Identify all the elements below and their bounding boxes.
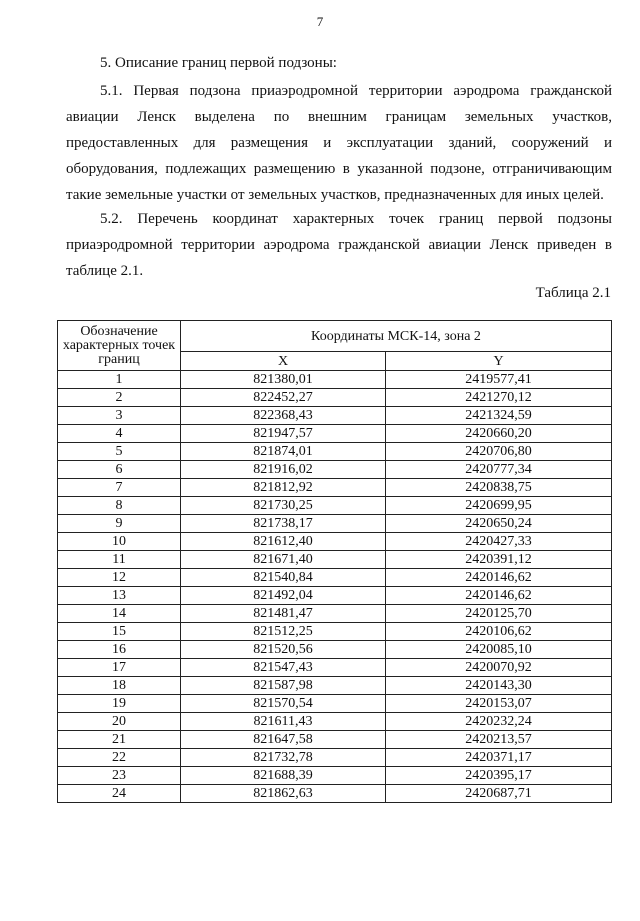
y-coordinate-cell: 2420106,62 (386, 623, 612, 641)
x-coordinate-cell: 821492,04 (181, 587, 386, 605)
table-row (58, 533, 612, 551)
point-number-cell: 22 (58, 749, 181, 767)
table-row (58, 515, 612, 533)
point-number-cell: 19 (58, 695, 181, 713)
x-coordinate-cell: 822368,43 (181, 407, 386, 425)
table-row (58, 551, 612, 569)
y-coordinate-cell: 2419577,41 (386, 371, 612, 389)
y-column-header: Y (386, 352, 612, 371)
table-row (58, 497, 612, 515)
table-row (58, 677, 612, 695)
paragraph-5-2: 5.2. Перечень координат характерных точек границ первой подзоны приаэродромной территории аэродрома гражданской авиации Ленск приведен в таблице 2.1. (66, 211, 612, 279)
x-coordinate-cell: 821481,47 (181, 605, 386, 623)
point-number-cell: 6 (58, 461, 181, 479)
y-coordinate-cell: 2420395,17 (386, 767, 612, 785)
y-coordinate-cell: 2420687,71 (386, 785, 612, 803)
point-number-cell: 3 (58, 407, 181, 425)
table-row (58, 623, 612, 641)
y-coordinate-cell: 2420706,80 (386, 443, 612, 461)
x-coordinate-cell: 821520,56 (181, 641, 386, 659)
y-coordinate-cell: 2420125,70 (386, 605, 612, 623)
x-coordinate-cell: 821738,17 (181, 515, 386, 533)
y-coordinate-cell: 2420427,33 (386, 533, 612, 551)
x-coordinate-cell: 821570,54 (181, 695, 386, 713)
x-coordinate-cell: 821547,43 (181, 659, 386, 677)
table-row (58, 695, 612, 713)
coordinates-table (57, 320, 612, 803)
x-coordinate-cell: 821947,57 (181, 425, 386, 443)
point-number-cell: 17 (58, 659, 181, 677)
page-number: 7 (316, 14, 324, 29)
point-number-cell: 15 (58, 623, 181, 641)
point-number-cell: 9 (58, 515, 181, 533)
table-row (58, 731, 612, 749)
point-number-cell: 21 (58, 731, 181, 749)
point-number-cell: 13 (58, 587, 181, 605)
x-coordinate-cell: 821671,40 (181, 551, 386, 569)
table-row (58, 605, 612, 623)
y-coordinate-cell: 2420699,95 (386, 497, 612, 515)
point-number-cell: 1 (58, 371, 181, 389)
y-coordinate-cell: 2420143,30 (386, 677, 612, 695)
y-coordinate-cell: 2420085,10 (386, 641, 612, 659)
y-coordinate-cell: 2420838,75 (386, 479, 612, 497)
table-row (58, 389, 612, 407)
table-row (58, 587, 612, 605)
point-number-cell: 11 (58, 551, 181, 569)
point-number-cell: 2 (58, 389, 181, 407)
point-number-cell: 7 (58, 479, 181, 497)
table-row (58, 767, 612, 785)
table-row (58, 461, 612, 479)
x-coordinate-cell: 821512,25 (181, 623, 386, 641)
x-coordinate-cell: 821647,58 (181, 731, 386, 749)
point-number-cell: 18 (58, 677, 181, 695)
table-row (58, 479, 612, 497)
table-row (58, 371, 612, 389)
x-coordinate-cell: 821611,43 (181, 713, 386, 731)
table-row (58, 659, 612, 677)
x-column-header: X (181, 352, 386, 371)
y-coordinate-cell: 2420146,62 (386, 587, 612, 605)
table-row (58, 749, 612, 767)
y-coordinate-cell: 2420391,12 (386, 551, 612, 569)
table-caption: Таблица 2.1 (535, 285, 611, 301)
y-coordinate-cell: 2420232,24 (386, 713, 612, 731)
y-coordinate-cell: 2420146,62 (386, 569, 612, 587)
point-number-cell: 23 (58, 767, 181, 785)
x-coordinate-cell: 822452,27 (181, 389, 386, 407)
point-number-cell: 4 (58, 425, 181, 443)
paragraph-5-1: 5.1. Первая подзона приаэродромной территории аэродрома гражданской авиации Ленск выделена по внешним границам земельных участков, предоставленных для размещения и эксплуатации зданий, сооружений и оборудования, подлежащих размещению в указанной подзоне, отграничивающим такие земельные участки от земельных участков, предназначенных для иных целей. (66, 83, 612, 203)
x-coordinate-cell: 821380,01 (181, 371, 386, 389)
x-coordinate-cell: 821732,78 (181, 749, 386, 767)
point-number-cell: 5 (58, 443, 181, 461)
x-coordinate-cell: 821862,63 (181, 785, 386, 803)
table-row (58, 785, 612, 803)
point-number-cell: 24 (58, 785, 181, 803)
y-coordinate-cell: 2421324,59 (386, 407, 612, 425)
x-coordinate-cell: 821540,84 (181, 569, 386, 587)
y-coordinate-cell: 2420371,17 (386, 749, 612, 767)
x-coordinate-cell: 821612,40 (181, 533, 386, 551)
y-coordinate-cell: 2420650,24 (386, 515, 612, 533)
y-coordinate-cell: 2421270,12 (386, 389, 612, 407)
point-column-header: Обозначение характерных точек границ (58, 321, 181, 371)
point-number-cell: 20 (58, 713, 181, 731)
y-coordinate-cell: 2420153,07 (386, 695, 612, 713)
section-heading: 5. Описание границ первой подзоны: (100, 55, 337, 71)
y-coordinate-cell: 2420213,57 (386, 731, 612, 749)
point-number-cell: 16 (58, 641, 181, 659)
table-row (58, 713, 612, 731)
table-row (58, 641, 612, 659)
point-number-cell: 10 (58, 533, 181, 551)
table-row (58, 425, 612, 443)
x-coordinate-cell: 821916,02 (181, 461, 386, 479)
table-row (58, 443, 612, 461)
point-number-cell: 14 (58, 605, 181, 623)
table-row (58, 407, 612, 425)
x-coordinate-cell: 821688,39 (181, 767, 386, 785)
x-coordinate-cell: 821874,01 (181, 443, 386, 461)
y-coordinate-cell: 2420070,92 (386, 659, 612, 677)
y-coordinate-cell: 2420777,34 (386, 461, 612, 479)
x-coordinate-cell: 821587,98 (181, 677, 386, 695)
coords-group-header: Координаты МСК-14, зона 2 (181, 321, 612, 352)
point-number-cell: 8 (58, 497, 181, 515)
x-coordinate-cell: 821730,25 (181, 497, 386, 515)
x-coordinate-cell: 821812,92 (181, 479, 386, 497)
y-coordinate-cell: 2420660,20 (386, 425, 612, 443)
point-number-cell: 12 (58, 569, 181, 587)
table-row (58, 569, 612, 587)
